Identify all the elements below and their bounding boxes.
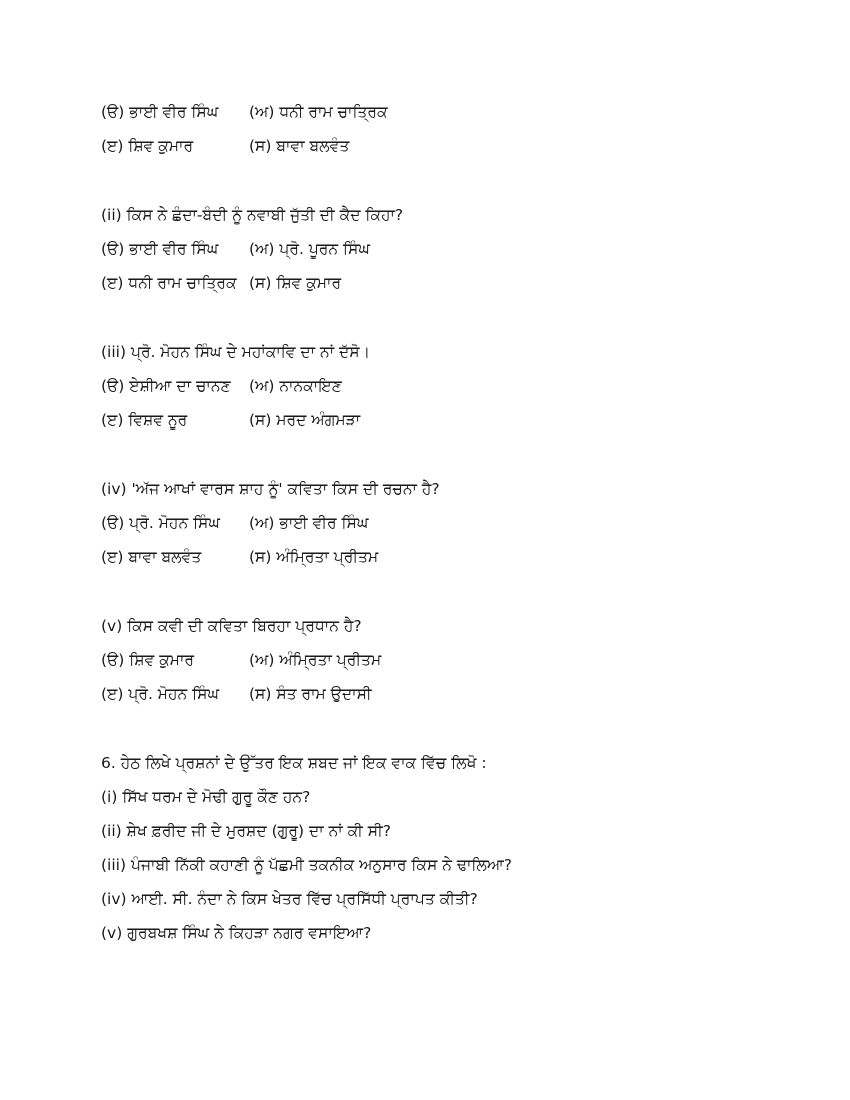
option-b: (ਅ) ਧਨੀ ਰਾਮ ਚਾਤ੍ਰਿਕ [249,103,388,121]
option-d: (ਸ) ਸ਼ਿਵ ਕੁਮਾਰ [249,274,342,292]
option-d: (ਸ) ਬਾਵਾ ਬਲਵੰਤ [249,137,350,155]
option-d: (ਸ) ਅੰਮ੍ਰਿਤਾ ਪ੍ਰੀਤਮ [249,548,379,566]
option-c: (ੲ) ਬਾਵਾ ਬਲਵੰਤ [101,548,202,566]
short-question: (ii) ਸ਼ੇਖ ਫ਼ਰੀਦ ਜੀ ਦੇ ਮੁਰਸ਼ਦ (ਗੁਰੂ) ਦਾ ਨਾਂ ਕੀ ਸੀ? [101,822,391,840]
short-question: (i) ਸਿੱਖ ਧਰਮ ਦੇ ਮੋਢੀ ਗੁਰੂ ਕੌਣ ਹਨ? [101,788,311,806]
question-text: (iv) 'ਅੱਜ ਆਖਾਂ ਵਾਰਸ ਸ਼ਾਹ ਨੂੰ' ਕਵਿਤਾ ਕਿਸ ਦੀ ਰਚਨਾ ਹੈ? [101,480,440,498]
section-heading: 6. ਹੇਠ ਲਿਖੇ ਪ੍ਰਸ਼ਨਾਂ ਦੇ ਉੱਤਰ ਇਕ ਸ਼ਬਦ ਜਾਂ ਇਕ ਵਾਕ ਵਿੱਚ ਲਿਖੋ : [101,754,487,772]
option-a: (ੳ) ਪ੍ਰੋ. ਮੋਹਨ ਸਿੰਘ [101,514,220,532]
option-d: (ਸ) ਸੰਤ ਰਾਮ ਉਦਾਸੀ [249,685,372,703]
option-a: (ੳ) ਸ਼ਿਵ ਕੁਮਾਰ [101,651,195,669]
option-b: (ਅ) ਅੰਮ੍ਰਿਤਾ ਪ੍ਰੀਤਮ [249,651,382,669]
question-text: (v) ਕਿਸ ਕਵੀ ਦੀ ਕਵਿਤਾ ਬਿਰਹਾ ਪ੍ਰਧਾਨ ਹੈ? [101,617,362,635]
option-a: (ੳ) ਭਾਈ ਵੀਰ ਸਿੰਘ [101,240,219,258]
option-b: (ਅ) ਨਾਨਕਾਇਣ [249,377,342,395]
option-c: (ੲ) ਧਨੀ ਰਾਮ ਚਾਤ੍ਰਿਕ [101,274,237,292]
option-b: (ਅ) ਭਾਈ ਵੀਰ ਸਿੰਘ [249,514,369,532]
option-d: (ਸ) ਮਰਦ ਅੰਗਮੜਾ [249,411,361,429]
option-a: (ੳ) ਭਾਈ ਵੀਰ ਸਿੰਘ [101,103,219,121]
option-c: (ੲ) ਸ਼ਿਵ ਕੁਮਾਰ [101,137,194,155]
question-text: (ii) ਕਿਸ ਨੇ ਛੰਦਾ-ਬੰਦੀ ਨੂੰ ਨਵਾਬੀ ਜੁੱਤੀ ਦੀ ਕੈਦ ਕਿਹਾ? [101,206,404,224]
short-question: (iii) ਪੰਜਾਬੀ ਨਿੱਕੀ ਕਹਾਣੀ ਨੂੰ ਪੱਛਮੀ ਤਕਨੀਕ ਅਨੁਸਾਰ ਕਿਸ ਨੇ ਢਾਲਿਆ? [101,856,512,874]
option-c: (ੲ) ਪ੍ਰੋ. ਮੋਹਨ ਸਿੰਘ [101,685,219,703]
short-question: (v) ਗੁਰਬਖਸ਼ ਸਿੰਘ ਨੇ ਕਿਹੜਾ ਨਗਰ ਵਸਾਇਆ? [101,924,372,942]
option-b: (ਅ) ਪ੍ਰੋ. ਪੂਰਨ ਸਿੰਘ [249,240,370,258]
option-a: (ੳ) ਏਸ਼ੀਆ ਦਾ ਚਾਨਣ [101,377,231,395]
option-c: (ੲ) ਵਿਸ਼ਵ ਨੂਰ [101,411,188,429]
question-text: (iii) ਪ੍ਰੋ. ਮੋਹਨ ਸਿੰਘ ਦੇ ਮਹਾਂਕਾਵਿ ਦਾ ਨਾਂ ਦੱਸੋ। [101,343,371,361]
short-question: (iv) ਆਈ. ਸੀ. ਨੰਦਾ ਨੇ ਕਿਸ ਖੇਤਰ ਵਿੱਚ ਪ੍ਰਸਿੱਧੀ ਪ੍ਰਾਪਤ ਕੀਤੀ? [101,890,478,908]
